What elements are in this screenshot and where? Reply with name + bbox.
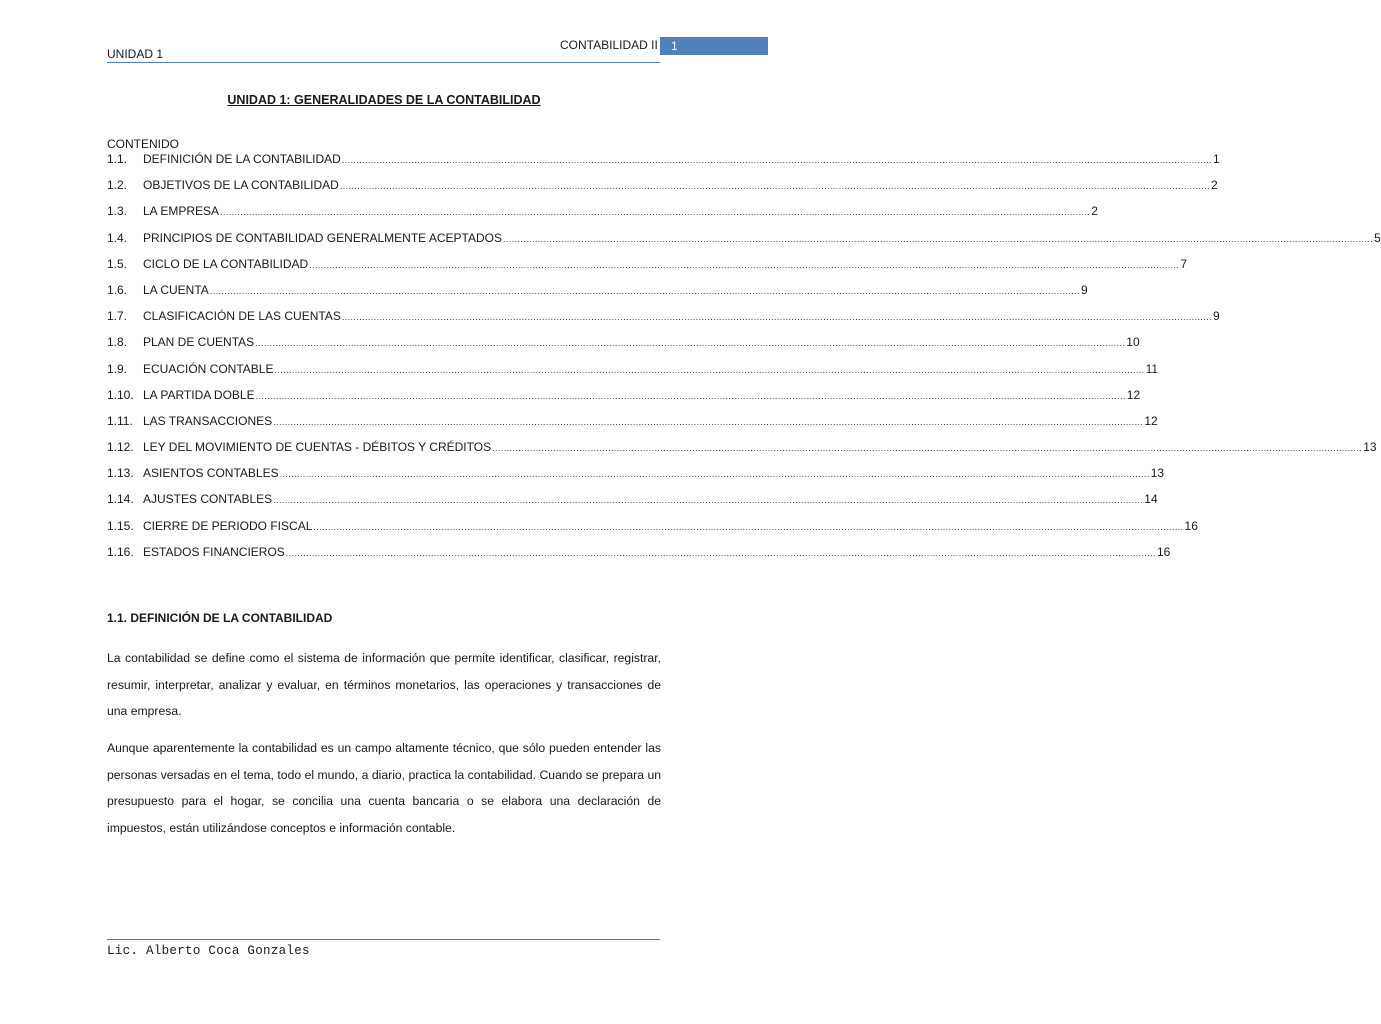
toc-dot-leader: ............................................................................................................................................................................................................................................................................................................ — [274, 364, 1145, 375]
table-of-contents — [107, 152, 1381, 571]
toc-entry-title: OBJETIVOS DE LA CONTABILIDAD — [143, 178, 339, 193]
toc-entry-page: 9 — [1212, 309, 1220, 324]
toc-entry-title: DEFINICIÓN DE LA CONTABILIDAD — [143, 152, 341, 166]
header-course-title: CONTABILIDAD II — [560, 38, 658, 52]
toc-entry[interactable] — [107, 466, 1165, 492]
toc-dot-leader: ............................................................................................................................................................................................................................................................................................................ — [313, 521, 1184, 532]
toc-entry[interactable] — [107, 518, 1198, 545]
toc-dot-leader: ............................................................................................................................................................................................................................................................................................................ — [273, 416, 1144, 427]
footer-divider — [107, 939, 660, 940]
toc-entry-number: 1.1. — [107, 152, 128, 166]
header-divider — [107, 62, 660, 63]
toc-dot-leader: ............................................................................................................................................................................................................................................................................................................ — [273, 495, 1144, 506]
toc-entry-number: 1.12. — [107, 440, 134, 455]
toc-entry[interactable] — [107, 413, 1158, 440]
toc-entry-number: 1.16. — [107, 544, 134, 559]
toc-entry[interactable] — [107, 309, 1220, 335]
toc-entry-title: LA EMPRESA — [143, 204, 220, 219]
toc-entry-page: 5 — [1374, 230, 1381, 245]
section-paragraph-2: Aunque aparentemente la contabilidad es un campo altamente técnico, que sólo pueden entender las personas versadas en el tema, todo el mundo, a diario, practica la contabilidad. Cuando se prepara un presupuesto para el hogar, se concilia una cuenta bancaria o se elabora una declaración de impuestos, están utilizándose conceptos e información contable. — [107, 741, 661, 835]
toc-entry-page: 13 — [1363, 440, 1377, 455]
toc-entry[interactable] — [107, 361, 1159, 388]
toc-entry-title: ECUACIÓN CONTABLE — [143, 361, 274, 376]
toc-entry-page: 2 — [1091, 204, 1098, 219]
toc-entry[interactable] — [107, 178, 1218, 204]
toc-entry-number: 1.4. — [107, 230, 128, 245]
toc-entry-page: 11 — [1145, 361, 1159, 376]
toc-entry[interactable] — [107, 544, 1171, 571]
toc-entry-number: 1.3. — [107, 204, 128, 219]
toc-entry-title: AJUSTES CONTABLES — [143, 492, 273, 507]
toc-entry-page: 2 — [1210, 178, 1218, 193]
page-number-badge: 1 — [660, 37, 768, 55]
toc-dot-leader: ............................................................................................................................................................................................................................................................................................................ — [309, 259, 1180, 270]
toc-dot-leader: ............................................................................................................................................................................................................................................................................................................ — [492, 443, 1363, 454]
section-paragraph-1: La contabilidad se define como el sistema de información que permite identificar, clasificar, registrar, resumir, interpretar, analizar y evaluar, en términos monetarios, las operaciones y transacciones de una empresa. — [107, 651, 661, 718]
toc-entry-number: 1.7. — [107, 309, 128, 324]
toc-entry-title: ESTADOS FINANCIEROS — [143, 544, 285, 559]
toc-entry-page: 1 — [1212, 152, 1220, 166]
toc-entry[interactable] — [107, 256, 1187, 283]
toc-dot-leader: ............................................................................................................................................................................................................................................................................................................ — [209, 285, 1080, 296]
toc-entry-page: 16 — [1184, 518, 1198, 533]
toc-entry-title: PLAN DE CUENTAS — [143, 335, 255, 350]
toc-entry[interactable] — [107, 230, 1381, 257]
toc-entry-number: 1.9. — [107, 361, 128, 376]
toc-entry[interactable] — [107, 282, 1088, 309]
toc-entry-number: 1.6. — [107, 282, 128, 297]
toc-entry-page: 12 — [1126, 387, 1141, 402]
toc-entry[interactable] — [107, 152, 1220, 178]
toc-entry-number: 1.11. — [107, 413, 133, 428]
toc-entry-number: 1.8. — [107, 335, 128, 350]
toc-dot-leader: ............................................................................................................................................................................................................................................................................................................ — [285, 547, 1156, 558]
toc-entry[interactable] — [107, 440, 1377, 466]
toc-entry-number: 1.15. — [107, 518, 134, 533]
toc-dot-leader: ............................................................................................................................................................................................................................................................................................................ — [339, 181, 1210, 192]
toc-entry-number: 1.2. — [107, 178, 128, 193]
toc-entry-title: CLASIFICACIÓN DE LAS CUENTAS — [143, 309, 341, 324]
toc-dot-leader: ............................................................................................................................................................................................................................................................................................................ — [255, 338, 1126, 349]
toc-entry-page: 14 — [1144, 492, 1158, 507]
section-heading: 1.1. DEFINICIÓN DE LA CONTABILIDAD — [107, 611, 333, 625]
toc-entry[interactable] — [107, 204, 1098, 230]
toc-entry[interactable] — [107, 335, 1140, 361]
toc-entry[interactable] — [107, 387, 1141, 414]
toc-entry-page: 16 — [1156, 544, 1171, 559]
toc-entry-page: 13 — [1150, 466, 1165, 481]
toc-entry-title: PRINCIPIOS DE CONTABILIDAD GENERALMENTE ACEPTADOS — [143, 230, 502, 245]
toc-entry-title: LA CUENTA — [143, 282, 209, 297]
toc-entry-number: 1.5. — [107, 256, 128, 271]
toc-entry-number: 1.14. — [107, 492, 134, 507]
toc-entry-page: 7 — [1180, 256, 1187, 271]
toc-entry-page: 9 — [1080, 282, 1088, 297]
toc-entry-page: 10 — [1126, 335, 1140, 350]
toc-entry-title: CIERRE DE PERIODO FISCAL — [143, 518, 313, 533]
toc-dot-leader: ............................................................................................................................................................................................................................................................................................................ — [341, 312, 1212, 323]
toc-entry-title: ASIENTOS CONTABLES — [143, 466, 279, 481]
toc-entry-number: 1.13. — [107, 466, 134, 481]
document-title: UNIDAD 1: GENERALIDADES DE LA CONTABILIDAD — [227, 93, 541, 107]
toc-entry-title: CICLO DE LA CONTABILIDAD — [143, 256, 309, 271]
toc-dot-leader: ............................................................................................................................................................................................................................................................................................................ — [341, 155, 1212, 165]
toc-entry-title: LAS TRANSACCIONES — [143, 413, 273, 428]
toc-entry-title: LA PARTIDA DOBLE — [143, 387, 255, 402]
toc-dot-leader: ............................................................................................................................................................................................................................................................................................................ — [220, 207, 1091, 218]
header-unit: UNIDAD 1 — [107, 47, 164, 61]
toc-heading: CONTENIDO — [107, 137, 179, 151]
footer-author: Lic. Alberto Coca Gonzales — [107, 944, 310, 958]
toc-dot-leader: ............................................................................................................................................................................................................................................................................................................ — [255, 390, 1126, 401]
toc-entry-number: 1.10. — [107, 387, 134, 402]
toc-entry-page: 12 — [1144, 413, 1158, 428]
toc-dot-leader: ............................................................................................................................................................................................................................................................................................................ — [502, 233, 1374, 244]
toc-dot-leader: ............................................................................................................................................................................................................................................................................................................ — [279, 469, 1150, 480]
toc-entry[interactable] — [107, 492, 1158, 518]
toc-entry-title: LEY DEL MOVIMIENTO DE CUENTAS - DÉBITOS Y CRÉDITOS — [143, 440, 492, 455]
